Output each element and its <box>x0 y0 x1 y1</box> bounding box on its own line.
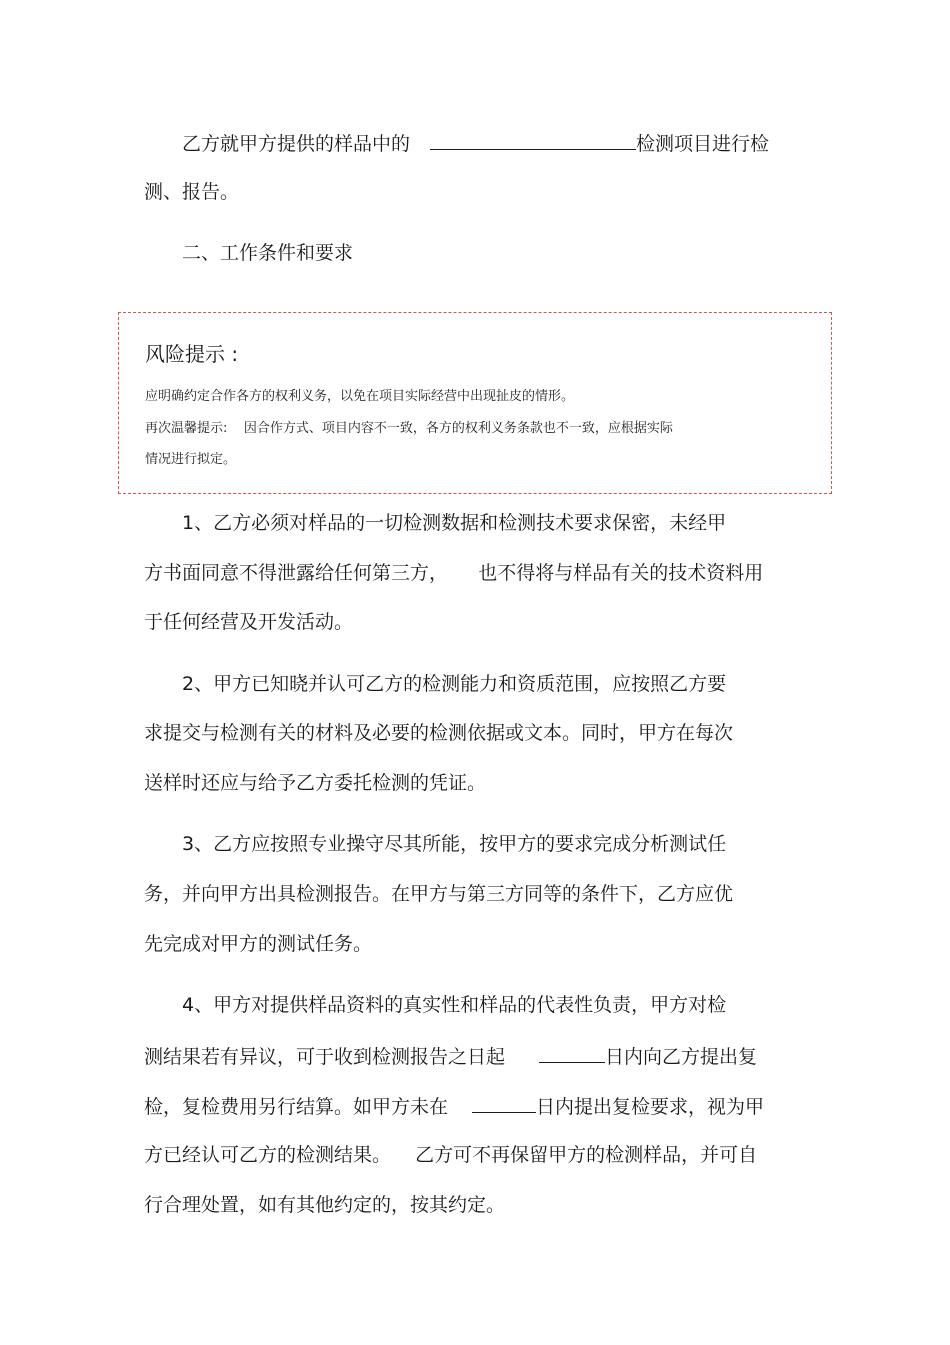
risk-tip-line: 情况进行拟定。 <box>145 452 237 467</box>
blank-field-days-recheck[interactable] <box>539 1043 605 1063</box>
clause-1-line: 方书面同意不得泄露给任何第三方， 也不得将与样品有关的技术资料用 <box>144 562 764 584</box>
clause-4-line <box>144 1043 757 1069</box>
clause-4-text: 检，复检费用另行结算。如甲方未在 <box>144 1096 449 1118</box>
clause-4-line: 行合理处置，如有其他约定的，按其约定。 <box>144 1194 506 1216</box>
intro-line-1 <box>182 130 769 156</box>
risk-tip-line: 应明确约定合作各方的权利义务，以免在项目实际经营中出现扯皮的情形。 <box>145 389 575 404</box>
clause-4-text: 日内向乙方提出复 <box>605 1046 758 1068</box>
clause-4-line <box>144 1093 764 1119</box>
blank-field-days-request[interactable] <box>472 1093 536 1113</box>
risk-tip-line: 再次温馨提示: 因合作方式、项目内容不一致，各方的权利义务条款也不一致，应根据实际 <box>145 421 673 436</box>
clause-1-line: 于任何经营及开发活动。 <box>144 611 354 633</box>
clause-4-text: 日内提出复检要求，视为甲 <box>536 1096 765 1118</box>
clause-3-line: 3、乙方应按照专业操守尽其所能，按甲方的要求完成分析测试任 <box>182 833 727 855</box>
clause-2-line: 2、甲方已知晓并认可乙方的检测能力和资质范围，应按照乙方要 <box>182 673 727 695</box>
section-heading: 二、工作条件和要求 <box>182 242 354 264</box>
risk-tip-box <box>118 312 832 494</box>
clause-4-line: 4、甲方对提供样品资料的真实性和样品的代表性负责，甲方对检 <box>182 994 727 1016</box>
clause-4-text: 测结果若有异议，可于收到检测报告之日起 <box>144 1046 506 1068</box>
clause-2-line: 送样时还应与给予乙方委托检测的凭证。 <box>144 772 487 794</box>
clause-1-line: 1、乙方必须对样品的一切检测数据和检测技术要求保密，未经甲 <box>182 512 727 534</box>
clause-3-line: 务，并向甲方出具检测报告。在甲方与第三方同等的条件下，乙方应优 <box>144 883 734 905</box>
intro-line-2: 测、报告。 <box>144 181 240 203</box>
risk-tip-title: 风险提示 : <box>145 342 239 366</box>
clause-3-line: 先完成对甲方的测试任务。 <box>144 933 373 955</box>
blank-field-test-items[interactable] <box>430 130 636 150</box>
intro-text-post: 检测项目进行检 <box>636 133 770 155</box>
clause-4-line: 方已经认可乙方的检测结果。 乙方可不再保留甲方的检测样品，并可自 <box>144 1144 758 1166</box>
clause-2-line: 求提交与检测有关的材料及必要的检测依据或文本。同时，甲方在每次 <box>144 722 734 744</box>
intro-text-pre: 乙方就甲方提供的样品中的 <box>182 133 411 155</box>
